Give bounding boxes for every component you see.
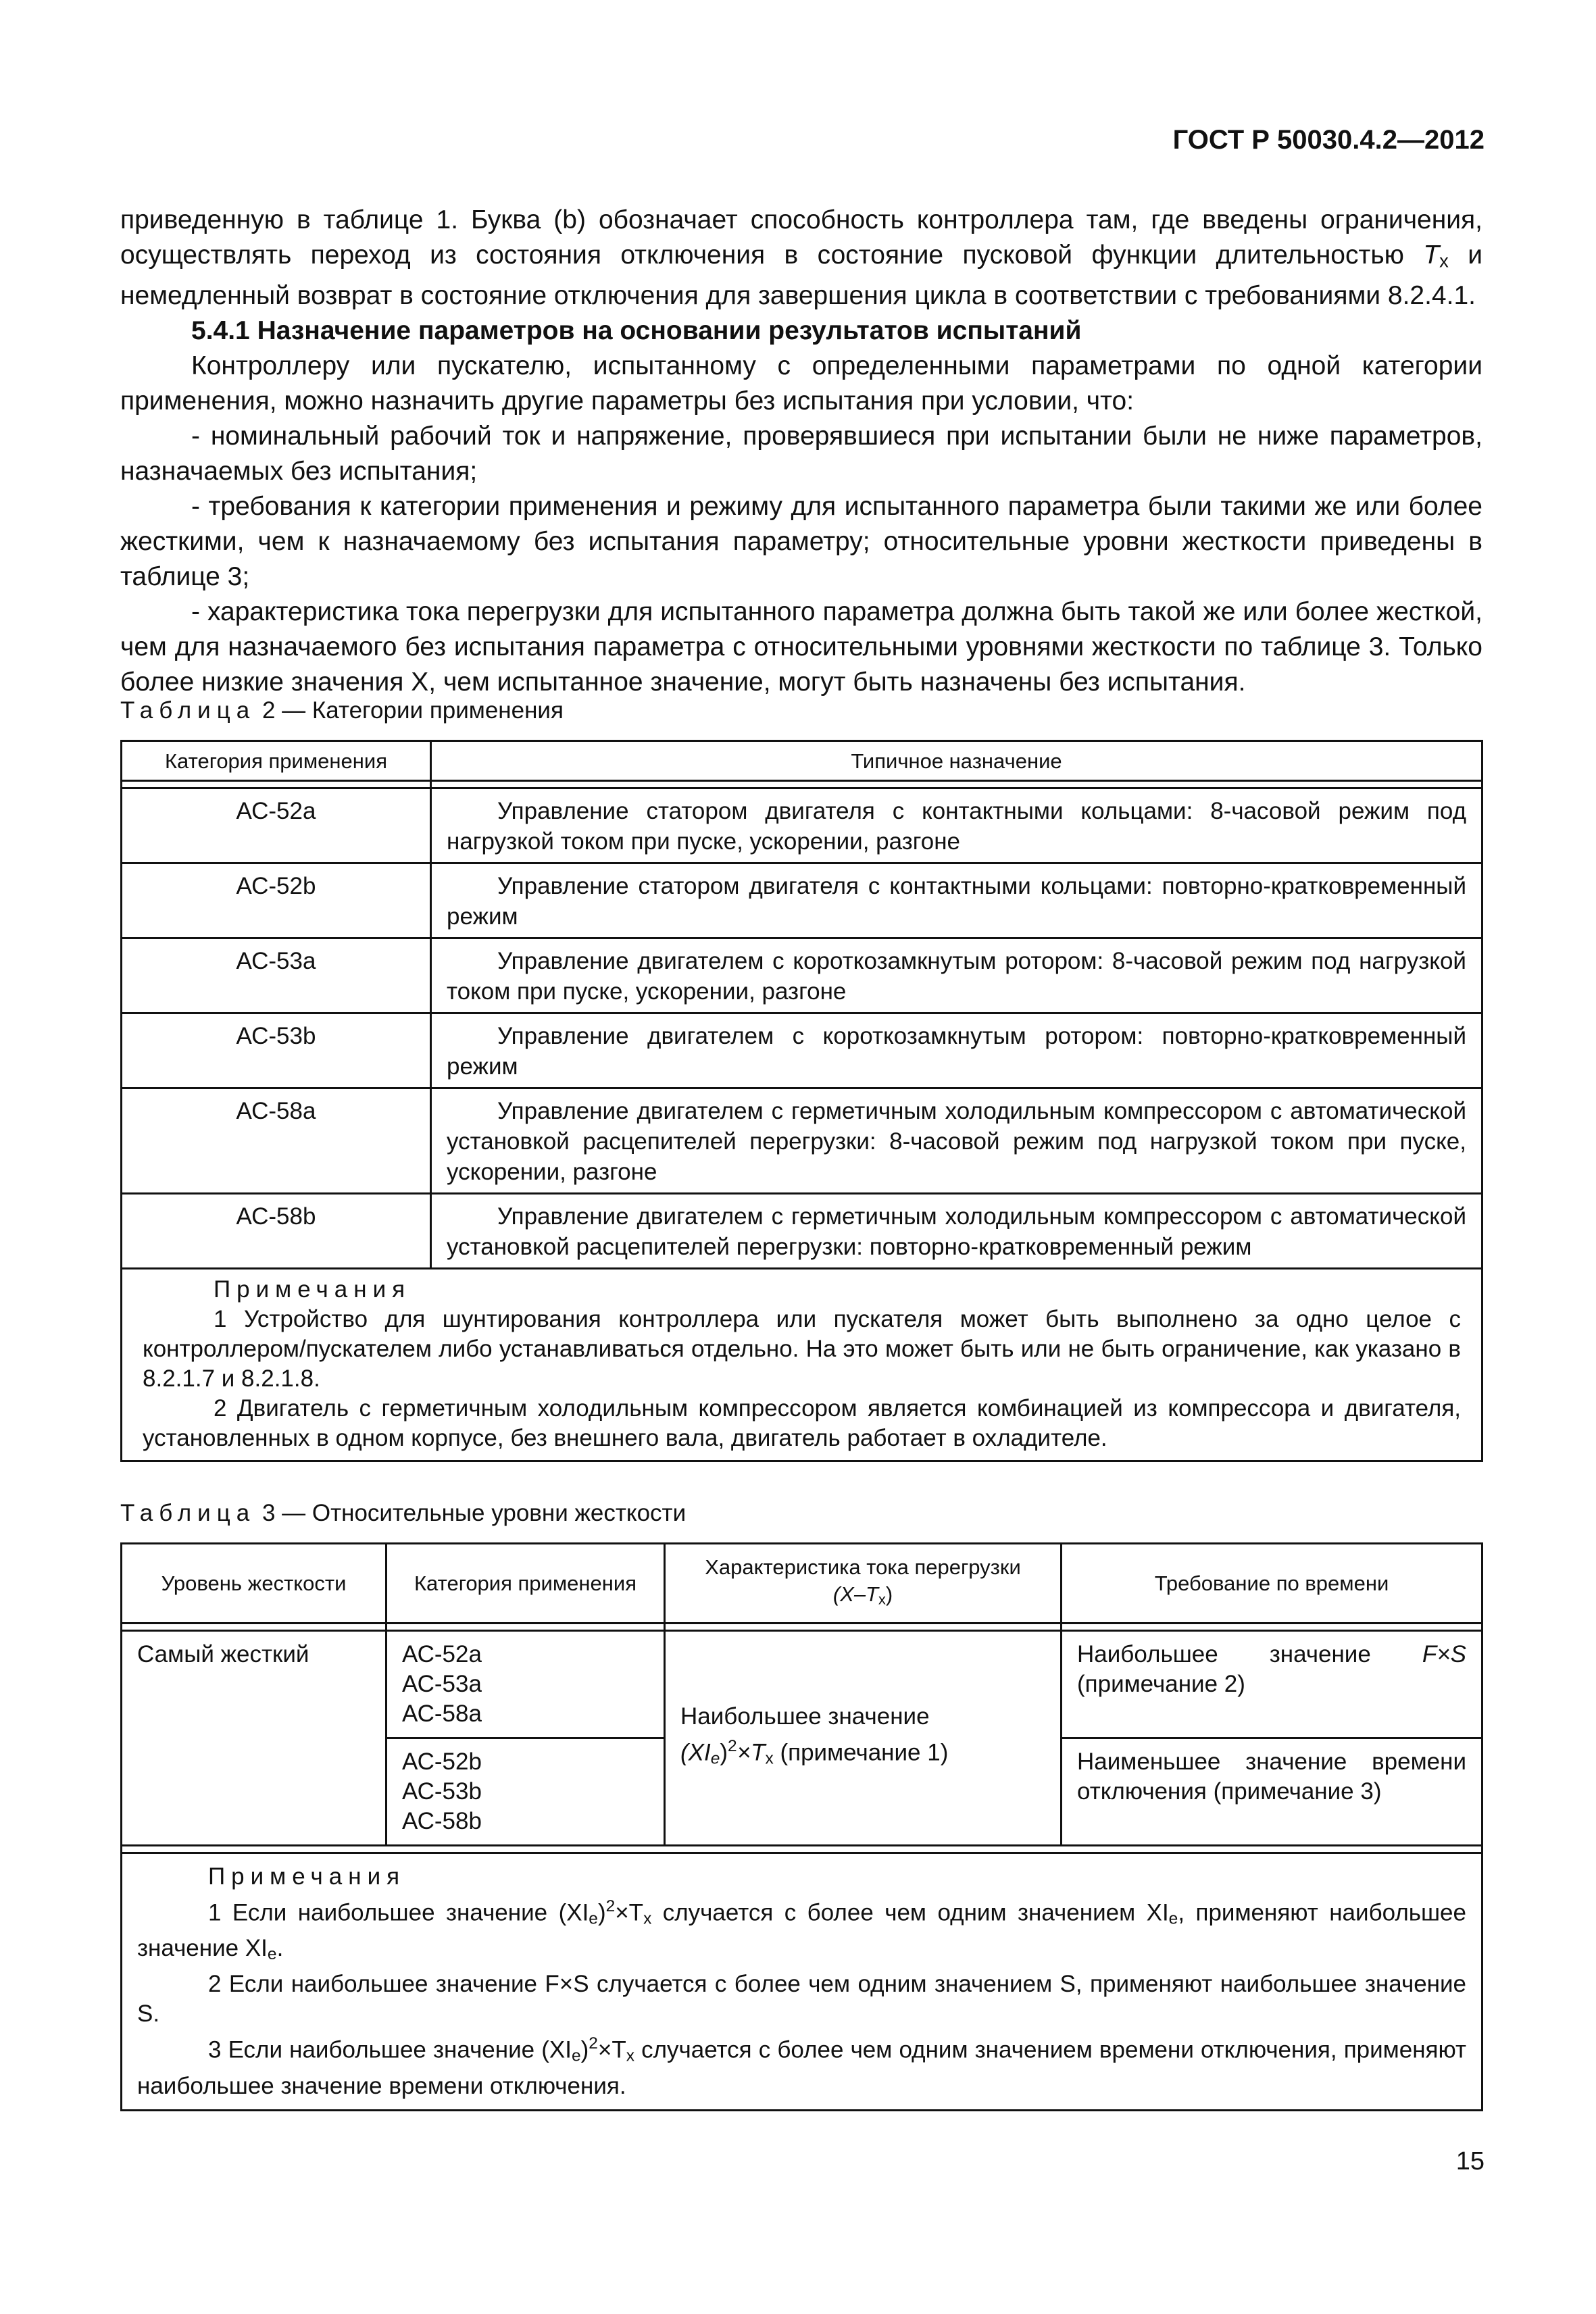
table-row	[122, 1013, 1482, 1088]
note-item: 1 Устройство для шунтирования контроллера или пускателя может быть выполнено за одно целое с контроллером/пускателем либо устанавливаться отдельно. На это может быть или не быть ограничение, как указано в 8.2.1.7 и 8.2.1.8.	[143, 1306, 1461, 1392]
paragraph-conditions: Контроллеру или пускателю, испытанному с определенными параметрами по одной категории применения, можно назначить другие параметры без испытания при условии, что:	[120, 351, 1482, 416]
level-cell: Самый жесткий	[122, 1631, 386, 1846]
table-header-row	[122, 741, 1482, 781]
category-cell: АС-52а	[122, 788, 431, 863]
note-item: 2 Двигатель с герметичным холодильным компрессором является комбинацией из компрессора и двигателя, установленных в одном корпусе, без внешнего вала, двигатель работает в охладителе.	[143, 1395, 1461, 1451]
time-requirement-cell: Наименьшее значение времени отключения (примечание 3)	[1062, 1738, 1482, 1846]
purpose-cell: Управление двигателем с герметичным холодильным компрессором с автоматической установкой расцепителей перегрузки: 8-часовой режим под нагрузкой током при пуске, ускорении, разгоне	[431, 1088, 1482, 1194]
purpose-cell: Управление двигателем с герметичным холодильным компрессором с автоматической установкой расцепителей перегрузки: повторно-кратковременный режим	[431, 1194, 1482, 1269]
note-item: 2 Если наибольшее значение F×S случается с более чем одним значением S, применяют наибольшее значение S.	[137, 1971, 1466, 2028]
category-cell: АС-53а	[122, 938, 431, 1013]
table-application-categories	[120, 740, 1483, 1462]
table-notes-row	[122, 1853, 1482, 2111]
table-notes	[122, 1269, 1482, 1461]
table-notes	[122, 1853, 1482, 2111]
purpose-cell: Управление статором двигателя с контактными кольцами: 8-часовой режим под нагрузкой током при пуске, ускорении, разгоне	[431, 788, 1482, 863]
table-row	[122, 1631, 1482, 1738]
table-row	[122, 1088, 1482, 1194]
column-header: Категория применения	[122, 741, 431, 781]
list-item: - характеристика тока перегрузки для испытанного параметра должна быть такой же или более жесткой, чем для назначаемого без испытания параметра с относительными уровнями жесткости по таблице 3. Только более низкие значения X, чем испытанное значение, могут быть назначены без испытания.	[120, 597, 1482, 697]
section-heading: 5.4.1 Назначение параметров на основании результатов испытаний	[191, 316, 1082, 346]
header-separator	[122, 781, 1482, 788]
overload-cell: Наибольшее значение $(XI_e)^2\times T_x$ (примечание 1)	[665, 1631, 1062, 1846]
list-item: - номинальный рабочий ток и напряжение, проверявшиеся при испытании были не ниже параметров, назначаемых без испытания;	[120, 422, 1482, 486]
header-separator	[122, 1624, 1482, 1631]
note-item: 3 Если наибольшее значение $(XI_e)^2\times T_x$ случается с более чем одним значением времени отключения, применяют наибольшее значение времени отключения.	[137, 2034, 1466, 2099]
category-cell: АС-52b	[122, 863, 431, 938]
notes-title: Примечания	[214, 1276, 412, 1303]
purpose-cell: Управление двигателем с короткозамкнутым ротором: 8-часовой режим под нагрузкой током при пуске, ускорении, разгоне	[431, 938, 1482, 1013]
purpose-cell: Управление статором двигателя с контактными кольцами: повторно-кратковременный режим	[431, 863, 1482, 938]
table-row	[122, 1194, 1482, 1269]
table-header-row	[122, 1544, 1482, 1624]
column-header: Требование по времени	[1062, 1544, 1482, 1624]
column-header: Характеристика тока перегрузки $(X-T_x)$	[665, 1544, 1062, 1624]
paragraph-intro: приведенную в таблице 1. Буква (b) обозначает способность контроллера там, где введены ограничения, осуществлять переход из состояния отключения в состояние пусковой функции длительностью Tx и немедленный возврат в состояние отключения для завершения цикла в соответствии с требованиями 8.2.4.1.	[120, 205, 1483, 311]
table-row	[122, 788, 1482, 863]
table-row	[122, 863, 1482, 938]
table2-caption: Таблица 2 — Категории применения	[120, 697, 564, 724]
purpose-cell: Управление двигателем с короткозамкнутым ротором: повторно-кратковременный режим	[431, 1013, 1482, 1088]
table-severity-levels	[120, 1542, 1483, 2111]
category-cell: АС-52а АС-53а АС-58а	[386, 1631, 665, 1738]
body-text	[120, 203, 1482, 700]
notes-title: Примечания	[208, 1863, 406, 1890]
table3-caption: Таблица 3 — Относительные уровни жесткости	[120, 1500, 687, 1526]
table-notes-row	[122, 1269, 1482, 1461]
page-number: 15	[1455, 2147, 1485, 2175]
category-cell: АС-53b	[122, 1013, 431, 1088]
notes-separator	[122, 1846, 1482, 1853]
category-cell: АС-58b	[122, 1194, 431, 1269]
standard-number: ГОСТ Р 50030.4.2—2012	[1172, 125, 1485, 155]
table-row	[122, 938, 1482, 1013]
time-requirement-cell: Наибольшее значение F×S (примечание 2)	[1062, 1631, 1482, 1738]
column-header: Уровень жесткости	[122, 1544, 386, 1624]
column-header: Категория применения	[386, 1544, 665, 1624]
column-header: Типичное назначение	[431, 741, 1482, 781]
category-cell: АС-52b АС-53b АС-58b	[386, 1738, 665, 1846]
list-item: - требования к категории применения и режиму для испытанного параметра были такими же или более жесткими, чем к назначаемому без испытания параметру; относительные уровни жесткости приведены в таблице 3;	[120, 492, 1482, 592]
category-cell: АС-58а	[122, 1088, 431, 1194]
note-item: 1 Если наибольшее значение $(XI_e)^2\times T_x$ случается с более чем одним значением $XI_e$, применяют наибольшее значение $XI_e$.	[137, 1897, 1466, 1964]
